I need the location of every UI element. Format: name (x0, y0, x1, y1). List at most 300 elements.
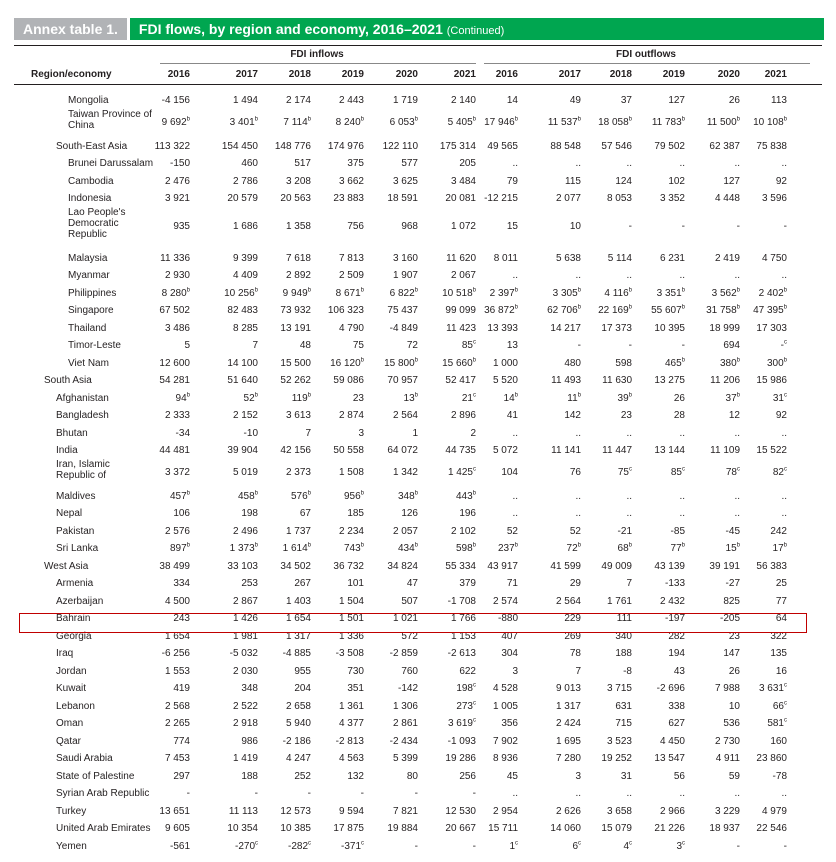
row-value: 434$^b$ (397, 542, 418, 554)
row-value: 2 397$^b$ (489, 287, 518, 299)
row-value: - (577, 340, 581, 351)
row-label: Oman (56, 718, 84, 729)
row-value: .. (781, 490, 787, 502)
table-row (0, 284, 836, 302)
row-value: -34 (175, 427, 190, 439)
row-value: .. (734, 490, 740, 502)
row-value: 7 (575, 665, 581, 677)
row-value: 5 405$^b$ (447, 116, 476, 128)
row-value: 6 822$^b$ (389, 287, 418, 299)
row-value: 1 336 (338, 630, 364, 642)
table-row (0, 749, 836, 767)
row-value: 9 692$^b$ (161, 116, 190, 128)
row-value: 237$^b$ (497, 542, 518, 554)
row-value: 1 072 (450, 220, 476, 232)
row-value: 8 936 (492, 753, 518, 764)
row-value: 1 361 (338, 700, 364, 712)
table-row (0, 249, 836, 267)
row-value: 2 564 (392, 410, 418, 421)
row-value: 348$^b$ (397, 490, 418, 502)
row-value: 457$^b$ (169, 490, 190, 502)
row-value: 76 (569, 466, 581, 478)
row-value: 7 114$^b$ (283, 116, 311, 128)
row-value: 1 317 (285, 630, 311, 642)
year-header-outflow-2021: 2021 (764, 69, 787, 80)
row-value: 273$^c$ (456, 700, 476, 712)
row-value: .. (575, 427, 581, 439)
row-value: 175 314 (439, 140, 476, 152)
row-value: 380$^b$ (719, 357, 740, 369)
row-value: 11 113 (228, 805, 258, 817)
row-value: 1 021 (392, 613, 418, 624)
row-value: 7 (305, 427, 311, 439)
row-value: 37$^b$ (725, 392, 740, 404)
row-value: 29 (569, 578, 581, 589)
row-value: -2 434 (389, 735, 418, 747)
row-value: 1 494 (232, 95, 258, 106)
row-value: -142 (397, 683, 418, 694)
table-row (0, 371, 836, 389)
row-value: -21 (617, 525, 632, 537)
row-value: 12 573 (280, 805, 311, 817)
row-value: 21$^c$ (461, 392, 476, 404)
row-value: 11 423 (446, 322, 476, 334)
row-value: 3 160 (392, 252, 418, 264)
year-header-outflow-2020: 2020 (717, 69, 740, 80)
row-value: 188 (241, 770, 258, 782)
row-value: 3 351$^b$ (656, 287, 685, 299)
row-value: 2 265 (164, 718, 190, 729)
row-value: 375 (347, 158, 364, 169)
row-value: 49 565 (487, 140, 518, 152)
row-value: 627 (668, 718, 685, 729)
row-value: 774 (173, 735, 190, 747)
row-value: 31$^c$ (772, 392, 787, 404)
row-value: 82 483 (227, 305, 258, 316)
row-value: -561 (169, 840, 190, 852)
row-value: 115 (565, 175, 581, 187)
row-value: 21 226 (654, 823, 685, 834)
row-value: 18 937 (709, 823, 740, 834)
annex-table-header (14, 18, 824, 40)
row-value: -2 613 (447, 648, 476, 659)
row-value: 4 450 (659, 735, 685, 747)
row-value: 9 013 (555, 683, 581, 694)
row-value: 1 614$^b$ (282, 542, 311, 554)
row-value: 3 619$^c$ (447, 717, 476, 729)
row-value: 13 651 (159, 805, 190, 817)
row-value: 2 234 (338, 525, 364, 537)
row-value: 1 508 (338, 466, 364, 478)
row-value: 17 875 (333, 823, 364, 834)
table-row (0, 424, 836, 442)
row-label: Cambodia (68, 175, 114, 187)
table-row (0, 109, 836, 137)
row-value: .. (679, 788, 685, 799)
row-value: 18 591 (387, 193, 418, 204)
row-value: 8 280$^b$ (161, 287, 190, 299)
row-value: - (628, 340, 632, 351)
row-value: 70 957 (387, 375, 418, 386)
row-value: 3 305$^b$ (552, 287, 581, 299)
row-label: State of Palestine (56, 770, 135, 782)
row-value: 148 776 (274, 140, 311, 152)
row-value: 44 481 (159, 445, 190, 456)
row-value: 460 (241, 158, 258, 169)
row-value: 57 546 (601, 140, 632, 152)
row-value: 18 999 (709, 322, 740, 334)
row-label: Philippines (68, 287, 117, 299)
row-value: 55 334 (445, 560, 476, 572)
row-value: 1 907 (392, 270, 418, 281)
row-value: 67 (299, 508, 311, 519)
row-value: .. (781, 158, 787, 169)
row-value: 7 (626, 578, 632, 589)
row-value: .. (679, 508, 685, 519)
row-value: 39$^b$ (617, 392, 632, 404)
row-value: 1 403 (285, 595, 311, 607)
row-value: 174 976 (327, 140, 364, 152)
row-label: Nepal (56, 508, 83, 519)
row-value: - (472, 840, 476, 852)
title-text: FDI flows, by region and economy, 2016–2021 (138, 21, 443, 37)
row-value: 3 484 (450, 175, 476, 187)
row-value: .. (512, 270, 518, 281)
row-value: 458$^b$ (237, 490, 258, 502)
row-value: .. (626, 490, 632, 502)
row-value: 334 (173, 578, 190, 589)
row-value: 8 285 (232, 322, 258, 334)
row-value: 52 262 (280, 375, 311, 386)
row-value: 47 (406, 578, 418, 589)
row-value: -8 (623, 665, 632, 677)
row-value: 26 (728, 665, 740, 677)
row-value: 15$^b$ (725, 542, 740, 554)
row-value: 204 (294, 683, 311, 694)
row-value: - (360, 788, 364, 799)
table-row (0, 154, 836, 172)
row-value: 36 872$^b$ (484, 304, 518, 316)
row-value: 14$^b$ (503, 392, 518, 404)
row-value: -4 156 (161, 95, 190, 106)
row-label: Brunei Darussalam (68, 158, 154, 169)
row-value: 1 504 (338, 595, 364, 607)
row-value: 242 (770, 525, 787, 537)
row-value: 7 280 (555, 753, 581, 764)
row-value: 730 (347, 665, 364, 677)
continued-note: (Continued) (446, 25, 505, 37)
year-header-inflow-2020: 2020 (395, 69, 418, 80)
row-label: Lebanon (56, 700, 95, 712)
row-value: .. (781, 788, 787, 799)
row-value: 631 (615, 700, 632, 712)
row-value: 11 783$^b$ (651, 116, 685, 128)
row-value: 12 530 (445, 805, 476, 817)
row-value: 23 (620, 410, 632, 421)
row-value: 1 306 (392, 700, 418, 712)
row-value: 20 667 (445, 823, 476, 834)
row-value: -27 (725, 578, 740, 589)
row-value: -12 215 (484, 193, 518, 204)
row-value: 55 607$^b$ (651, 304, 685, 316)
row-value: 106 (173, 508, 190, 519)
row-value: .. (734, 788, 740, 799)
row-label: West Asia (44, 560, 89, 572)
row-value: 8 671$^b$ (335, 287, 364, 299)
row-value: 135 (770, 648, 787, 659)
row-value: 9 399 (232, 252, 258, 264)
row-label: Saudi Arabia (56, 753, 113, 764)
row-label: India (56, 445, 78, 456)
row-value: 17 946$^b$ (484, 116, 518, 128)
row-value: 3 658 (606, 805, 632, 817)
row-value: 4 409 (232, 270, 258, 281)
row-value: 11 537$^b$ (547, 116, 581, 128)
row-value: 576$^b$ (290, 490, 311, 502)
row-value: 13 547 (654, 753, 685, 764)
table-row (0, 539, 836, 557)
row-label: Kuwait (56, 683, 87, 694)
table-row (0, 784, 836, 802)
row-value: 4 528 (492, 683, 518, 694)
row-value: 2 057 (392, 525, 418, 537)
row-value: 2 419 (714, 252, 740, 264)
row-value: .. (679, 490, 685, 502)
row-value: 154 450 (221, 140, 258, 152)
row-value: 147 (723, 648, 740, 659)
row-value: 269 (564, 630, 581, 642)
row-value: 9 594 (338, 805, 364, 817)
row-value: 13 191 (280, 322, 311, 334)
row-value: 127 (668, 95, 685, 106)
row-label: Singapore (68, 305, 114, 316)
row-value: 2 443 (338, 95, 364, 106)
row-value: 47 395$^b$ (753, 304, 787, 316)
group-fdi-outflows: FDI outflows (616, 49, 676, 60)
row-value: 1 766 (450, 613, 476, 624)
top-rule (14, 45, 822, 46)
row-value: -150 (169, 158, 190, 169)
row-value: 2 626 (555, 805, 581, 817)
row-value: 42 156 (280, 445, 311, 456)
row-value: 897$^b$ (169, 542, 190, 554)
row-value: 3 (358, 427, 364, 439)
row-value: 2 373 (285, 466, 311, 478)
row-value: 11 141 (551, 445, 581, 456)
row-value: 79 502 (654, 140, 685, 152)
row-value: 825 (723, 595, 740, 607)
row-value: -270$^c$ (234, 840, 258, 852)
row-value: 338 (668, 700, 685, 712)
row-value: 64 072 (387, 445, 418, 456)
row-value: 44 735 (445, 445, 476, 456)
row-value: 10 395 (654, 322, 685, 334)
row-value: 12 600 (159, 357, 190, 369)
row-value: 132 (347, 770, 364, 782)
row-value: -282$^c$ (287, 840, 311, 852)
row-value: 1 761 (606, 595, 632, 607)
row-value: 52 (569, 525, 581, 537)
row-value: 11 630 (602, 375, 632, 386)
row-value: 4 790 (338, 322, 364, 334)
row-value: 760 (401, 665, 418, 677)
row-value: .. (575, 490, 581, 502)
row-value: 16 120$^b$ (330, 357, 364, 369)
table-row (0, 354, 836, 372)
row-value: -6 256 (161, 648, 190, 659)
row-value: 15 079 (601, 823, 632, 834)
row-value: 5 520 (492, 375, 518, 386)
row-value: .. (575, 158, 581, 169)
row-value: 31 (620, 770, 632, 782)
row-value: 14 100 (227, 357, 258, 369)
row-value: 2 730 (714, 735, 740, 747)
row-label: Armenia (56, 578, 94, 589)
row-value: -4 849 (389, 322, 418, 334)
row-value: 15 522 (756, 445, 787, 456)
row-value: 1 501 (338, 613, 364, 624)
row-value: 7 453 (164, 753, 190, 764)
row-value: 23 (728, 630, 740, 642)
row-value: 2 522 (232, 700, 258, 712)
row-value: 3 662 (338, 175, 364, 187)
row-value: 4 563 (338, 753, 364, 764)
row-label: Turkey (56, 805, 87, 817)
row-value: .. (734, 508, 740, 519)
row-value: 1 419 (232, 753, 258, 764)
inflows-group-rule (160, 63, 476, 64)
row-value: 6$^c$ (572, 840, 581, 852)
row-value: 34 824 (387, 560, 418, 572)
row-value: 68$^b$ (617, 542, 632, 554)
row-value: 4 377 (338, 718, 364, 729)
row-value: 5 114 (607, 252, 632, 264)
row-value: 2 574 (492, 595, 518, 607)
region-column-header: Region/economy (31, 69, 112, 80)
row-value: -2 813 (335, 735, 364, 747)
row-value: 9 949$^b$ (282, 287, 311, 299)
row-value: 3 208 (285, 175, 311, 187)
row-value: - (414, 840, 418, 852)
row-value: 19 884 (387, 823, 418, 834)
row-value: 43 139 (654, 560, 685, 572)
row-value: .. (734, 158, 740, 169)
row-value: 72 (406, 340, 418, 351)
year-header-inflow-2018: 2018 (288, 69, 311, 80)
row-value: 3 (575, 770, 581, 782)
row-value: 10 354 (227, 823, 258, 834)
row-value: 2 333 (164, 410, 190, 421)
row-value: 340 (615, 630, 632, 642)
row-value: 256 (459, 770, 476, 782)
table-row (0, 522, 836, 540)
row-value: 715 (615, 718, 632, 729)
row-value: - (736, 840, 740, 852)
row-value: -2 186 (282, 735, 311, 747)
year-header-outflow-2016: 2016 (495, 69, 518, 80)
row-label: Myanmar (68, 270, 110, 281)
row-value: 79 (506, 175, 518, 187)
row-value: 1 317 (555, 700, 581, 712)
row-value: 572 (401, 630, 418, 642)
row-label: Afghanistan (56, 392, 109, 404)
row-value: 36 732 (333, 560, 364, 572)
row-value: 297 (173, 770, 190, 782)
row-value: 743$^b$ (343, 542, 364, 554)
row-value: 322 (770, 630, 787, 642)
row-value: 2 077 (555, 193, 581, 204)
table-row (0, 592, 836, 610)
row-value: 2 (470, 427, 476, 439)
row-value: 34 502 (280, 560, 311, 572)
year-header-inflow-2019: 2019 (341, 69, 364, 80)
table-row (0, 137, 836, 155)
row-value: 5 019 (232, 466, 258, 478)
year-header-inflow-2016: 2016 (167, 69, 190, 80)
row-value: 102 (668, 175, 685, 187)
row-value: 5 (184, 340, 190, 351)
table-row (0, 319, 836, 337)
row-value: 19 252 (601, 753, 632, 764)
row-value: 17$^b$ (772, 542, 787, 554)
row-value: - (736, 220, 740, 232)
row-value: 194 (668, 648, 685, 659)
row-value: 480 (564, 357, 581, 369)
row-value: .. (575, 788, 581, 799)
row-value: .. (575, 508, 581, 519)
row-value: 94$^b$ (175, 392, 190, 404)
row-value: 92 (775, 410, 787, 421)
row-value: 4 247 (285, 753, 311, 764)
row-value: 11 336 (160, 252, 190, 264)
row-value: 7 988 (714, 683, 740, 694)
table-row (0, 459, 836, 487)
row-label: Lao People's Democratic Republic (68, 206, 126, 240)
row-label: Sri Lanka (56, 543, 99, 554)
row-value: 348 (241, 683, 258, 694)
row-label: Bangladesh (56, 410, 109, 421)
row-value: 41 599 (550, 560, 581, 572)
row-value: - (307, 788, 311, 799)
row-label: Iran, Islamic Republic of (56, 458, 110, 481)
row-label: Malaysia (68, 252, 108, 264)
row-value: .. (512, 508, 518, 519)
row-label: Azerbaijan (56, 595, 104, 607)
row-label: Pakistan (56, 525, 95, 537)
row-value: 16 (775, 665, 787, 677)
row-value: 22 546 (756, 823, 787, 834)
row-value: 3 625 (392, 175, 418, 187)
row-value: 2 432 (659, 595, 685, 607)
row-value: 13 144 (654, 445, 685, 456)
table-row (0, 662, 836, 680)
row-label: South-East Asia (56, 140, 128, 152)
row-value: -$^c$ (780, 339, 787, 351)
row-value: 8 240$^b$ (335, 116, 364, 128)
bahrain-row-highlight (19, 613, 807, 633)
row-value: 300$^b$ (766, 357, 787, 369)
row-value: 2 930 (164, 270, 190, 281)
row-value: 43 (673, 665, 685, 677)
row-value: 581$^c$ (767, 717, 787, 729)
row-value: 2 564 (555, 595, 581, 607)
row-value: 67 502 (159, 305, 190, 316)
row-value: 19 286 (445, 753, 476, 764)
row-value: 9 605 (164, 823, 190, 834)
row-value: .. (781, 508, 787, 519)
row-value: 3 613 (285, 410, 311, 421)
row-value: -78 (772, 770, 787, 782)
